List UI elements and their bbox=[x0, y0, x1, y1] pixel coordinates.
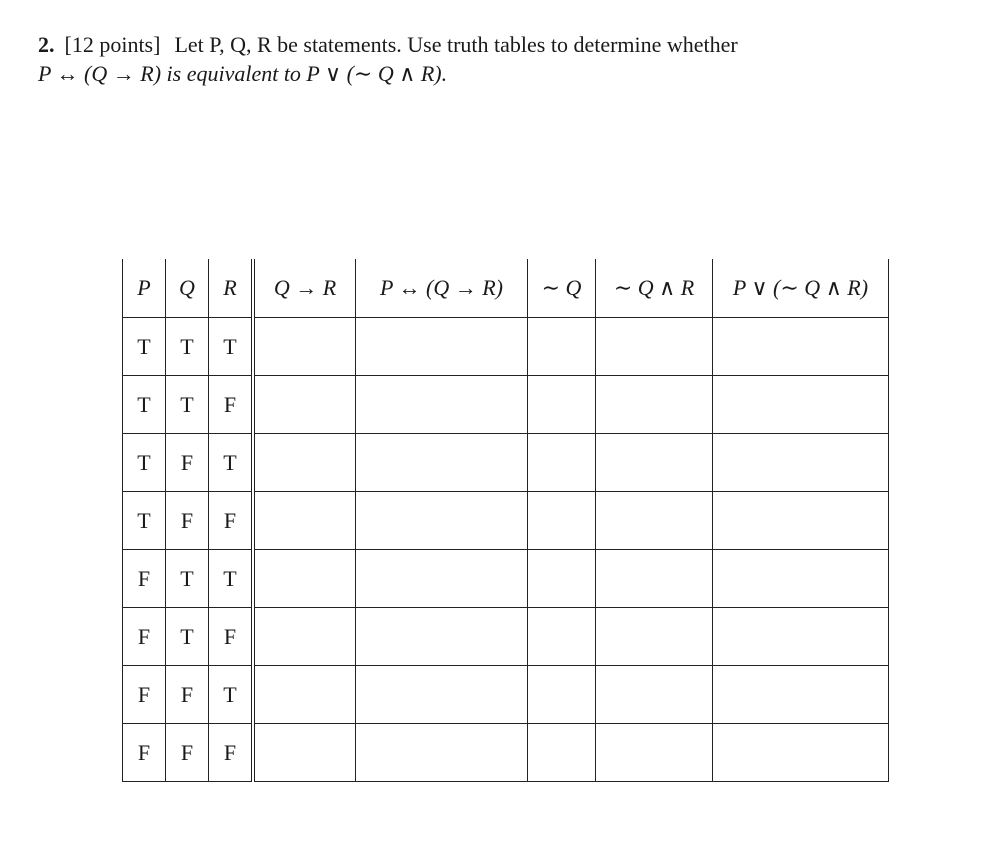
problem-statement bbox=[38, 30, 938, 88]
cell-not-q-and-r[interactable] bbox=[596, 724, 713, 782]
cell-not-q[interactable] bbox=[528, 724, 596, 782]
cell-p-or-not-q-and-r[interactable] bbox=[713, 666, 889, 724]
cell-r: T bbox=[209, 550, 254, 608]
problem-number: 2. bbox=[38, 32, 55, 57]
cell-not-q-and-r[interactable] bbox=[596, 376, 713, 434]
cell-p-iff-q-implies-r[interactable] bbox=[356, 376, 528, 434]
table-row bbox=[123, 608, 889, 666]
cell-q-implies-r[interactable] bbox=[253, 318, 356, 376]
problem-points: [12 points] bbox=[64, 32, 161, 57]
table-row bbox=[123, 550, 889, 608]
cell-p: F bbox=[123, 550, 166, 608]
cell-not-q[interactable] bbox=[528, 318, 596, 376]
cell-p: T bbox=[123, 434, 166, 492]
cell-p-or-not-q-and-r[interactable] bbox=[713, 434, 889, 492]
cell-p: T bbox=[123, 318, 166, 376]
cell-q-implies-r[interactable] bbox=[253, 492, 356, 550]
cell-p: F bbox=[123, 666, 166, 724]
problem-text-line-2: P ↔ (Q → R) is equivalent to P ∨ (∼ Q ∧ R). bbox=[38, 61, 448, 86]
cell-r: T bbox=[209, 666, 254, 724]
cell-not-q[interactable] bbox=[528, 666, 596, 724]
cell-not-q[interactable] bbox=[528, 492, 596, 550]
cell-p-or-not-q-and-r[interactable] bbox=[713, 724, 889, 782]
cell-r: T bbox=[209, 434, 254, 492]
cell-r: F bbox=[209, 376, 254, 434]
cell-q: F bbox=[166, 666, 209, 724]
cell-q-implies-r[interactable] bbox=[253, 376, 356, 434]
cell-not-q-and-r[interactable] bbox=[596, 492, 713, 550]
problem-line-2 bbox=[38, 59, 938, 88]
cell-q: F bbox=[166, 434, 209, 492]
header-q-implies-r: Q → R bbox=[253, 259, 356, 318]
cell-q-implies-r[interactable] bbox=[253, 608, 356, 666]
table-row bbox=[123, 318, 889, 376]
table-row bbox=[123, 376, 889, 434]
cell-p-iff-q-implies-r[interactable] bbox=[356, 550, 528, 608]
cell-p-or-not-q-and-r[interactable] bbox=[713, 608, 889, 666]
cell-p-or-not-q-and-r[interactable] bbox=[713, 492, 889, 550]
header-q: Q bbox=[166, 259, 209, 318]
table-row bbox=[123, 666, 889, 724]
cell-q-implies-r[interactable] bbox=[253, 434, 356, 492]
cell-r: T bbox=[209, 318, 254, 376]
table-row bbox=[123, 724, 889, 782]
cell-p-iff-q-implies-r[interactable] bbox=[356, 666, 528, 724]
cell-q: T bbox=[166, 550, 209, 608]
header-r: R bbox=[209, 259, 254, 318]
table-row bbox=[123, 434, 889, 492]
cell-not-q-and-r[interactable] bbox=[596, 318, 713, 376]
header-p-or-not-q-and-r: P ∨ (∼ Q ∧ R) bbox=[713, 259, 889, 318]
cell-q-implies-r[interactable] bbox=[253, 666, 356, 724]
problem-text-line-1: Let P, Q, R be statements. Use truth tables to determine whether bbox=[174, 32, 738, 57]
problem-line-1 bbox=[38, 30, 938, 59]
cell-not-q[interactable] bbox=[528, 550, 596, 608]
cell-q: F bbox=[166, 492, 209, 550]
cell-p-iff-q-implies-r[interactable] bbox=[356, 318, 528, 376]
cell-q-implies-r[interactable] bbox=[253, 724, 356, 782]
cell-p: T bbox=[123, 376, 166, 434]
cell-p-iff-q-implies-r[interactable] bbox=[356, 724, 528, 782]
header-not-q: ∼ Q bbox=[528, 259, 596, 318]
cell-p: T bbox=[123, 492, 166, 550]
cell-p-iff-q-implies-r[interactable] bbox=[356, 434, 528, 492]
cell-p-or-not-q-and-r[interactable] bbox=[713, 318, 889, 376]
cell-p-iff-q-implies-r[interactable] bbox=[356, 492, 528, 550]
cell-p-or-not-q-and-r[interactable] bbox=[713, 376, 889, 434]
header-p: P bbox=[123, 259, 166, 318]
cell-not-q-and-r[interactable] bbox=[596, 434, 713, 492]
cell-r: F bbox=[209, 724, 254, 782]
cell-not-q-and-r[interactable] bbox=[596, 550, 713, 608]
header-not-q-and-r: ∼ Q ∧ R bbox=[596, 259, 713, 318]
cell-not-q[interactable] bbox=[528, 434, 596, 492]
truth-table bbox=[122, 259, 889, 782]
cell-p-iff-q-implies-r[interactable] bbox=[356, 608, 528, 666]
cell-not-q-and-r[interactable] bbox=[596, 608, 713, 666]
cell-q: F bbox=[166, 724, 209, 782]
cell-not-q-and-r[interactable] bbox=[596, 666, 713, 724]
cell-p: F bbox=[123, 608, 166, 666]
cell-p-or-not-q-and-r[interactable] bbox=[713, 550, 889, 608]
cell-q: T bbox=[166, 318, 209, 376]
cell-not-q[interactable] bbox=[528, 608, 596, 666]
truth-table-header-row bbox=[123, 259, 889, 318]
cell-not-q[interactable] bbox=[528, 376, 596, 434]
table-row bbox=[123, 492, 889, 550]
header-p-iff-q-implies-r: P ↔ (Q → R) bbox=[356, 259, 528, 318]
cell-r: F bbox=[209, 492, 254, 550]
cell-q: T bbox=[166, 608, 209, 666]
cell-r: F bbox=[209, 608, 254, 666]
cell-p: F bbox=[123, 724, 166, 782]
cell-q: T bbox=[166, 376, 209, 434]
cell-q-implies-r[interactable] bbox=[253, 550, 356, 608]
